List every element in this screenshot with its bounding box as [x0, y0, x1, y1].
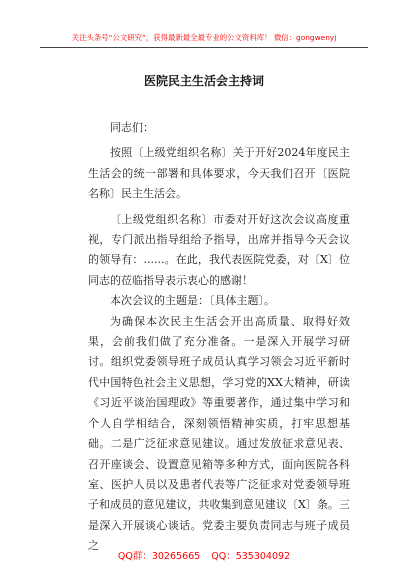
document-body	[88, 118, 350, 557]
paragraph-2: 〔上级党组织名称〕市委对开好这次会议高度重视，专门派出指导组给予指导，出席并指导今天会议的领导有：......。在此，我代表医院党委，对〔X〕位同志的莅临指导表示衷心的感谢！	[88, 212, 350, 287]
document-title: 医院民主生活会主持词	[143, 74, 264, 88]
header-divider	[40, 47, 368, 48]
paragraph-1: 按照〔上级党组织名称〕关于开好2024年度民主生活会的统一部署和具体要求，今天我们召开〔医院名称〕民主生活会。	[88, 146, 350, 201]
footer-qq-group: QQ群：30265665	[117, 551, 201, 562]
paragraph-3: 本次会议的主题是：〔具体主题〕。	[110, 294, 275, 308]
salutation: 同志们：	[110, 121, 154, 134]
footer-contact	[0, 548, 408, 562]
header-notice: 关注头条号“公文研究”，获得最新最全最专业的公文资料库！ 微信：gongwenyj	[71, 33, 337, 42]
footer-qq: QQ：535304092	[211, 551, 291, 562]
paragraph-4: 为确保本次民主生活会开出高质量、取得好效果，会前我们做了充分准备。一是深入开展学习研讨。组织党委领导班子成员认真学习领会习近平新时代中国特色社会主义思想，学习党的XX大精神，研读《习近平谈治国理政》等重要著作，通过集中学习和个人自学相结合，深刻领悟精神实质，打牢思想基础。二是广泛征求意见建议。通过发放征求意见表、召开座谈会、设置意见箱等多种方式，面向医院各科室、医护人员以及患者代表等广泛征求对党委领导班子和成员的意见建议，共收集到意见建议〔X〕条。三是深入开展谈心谈话。党委主要负责同志与班子成员之	[88, 314, 350, 553]
